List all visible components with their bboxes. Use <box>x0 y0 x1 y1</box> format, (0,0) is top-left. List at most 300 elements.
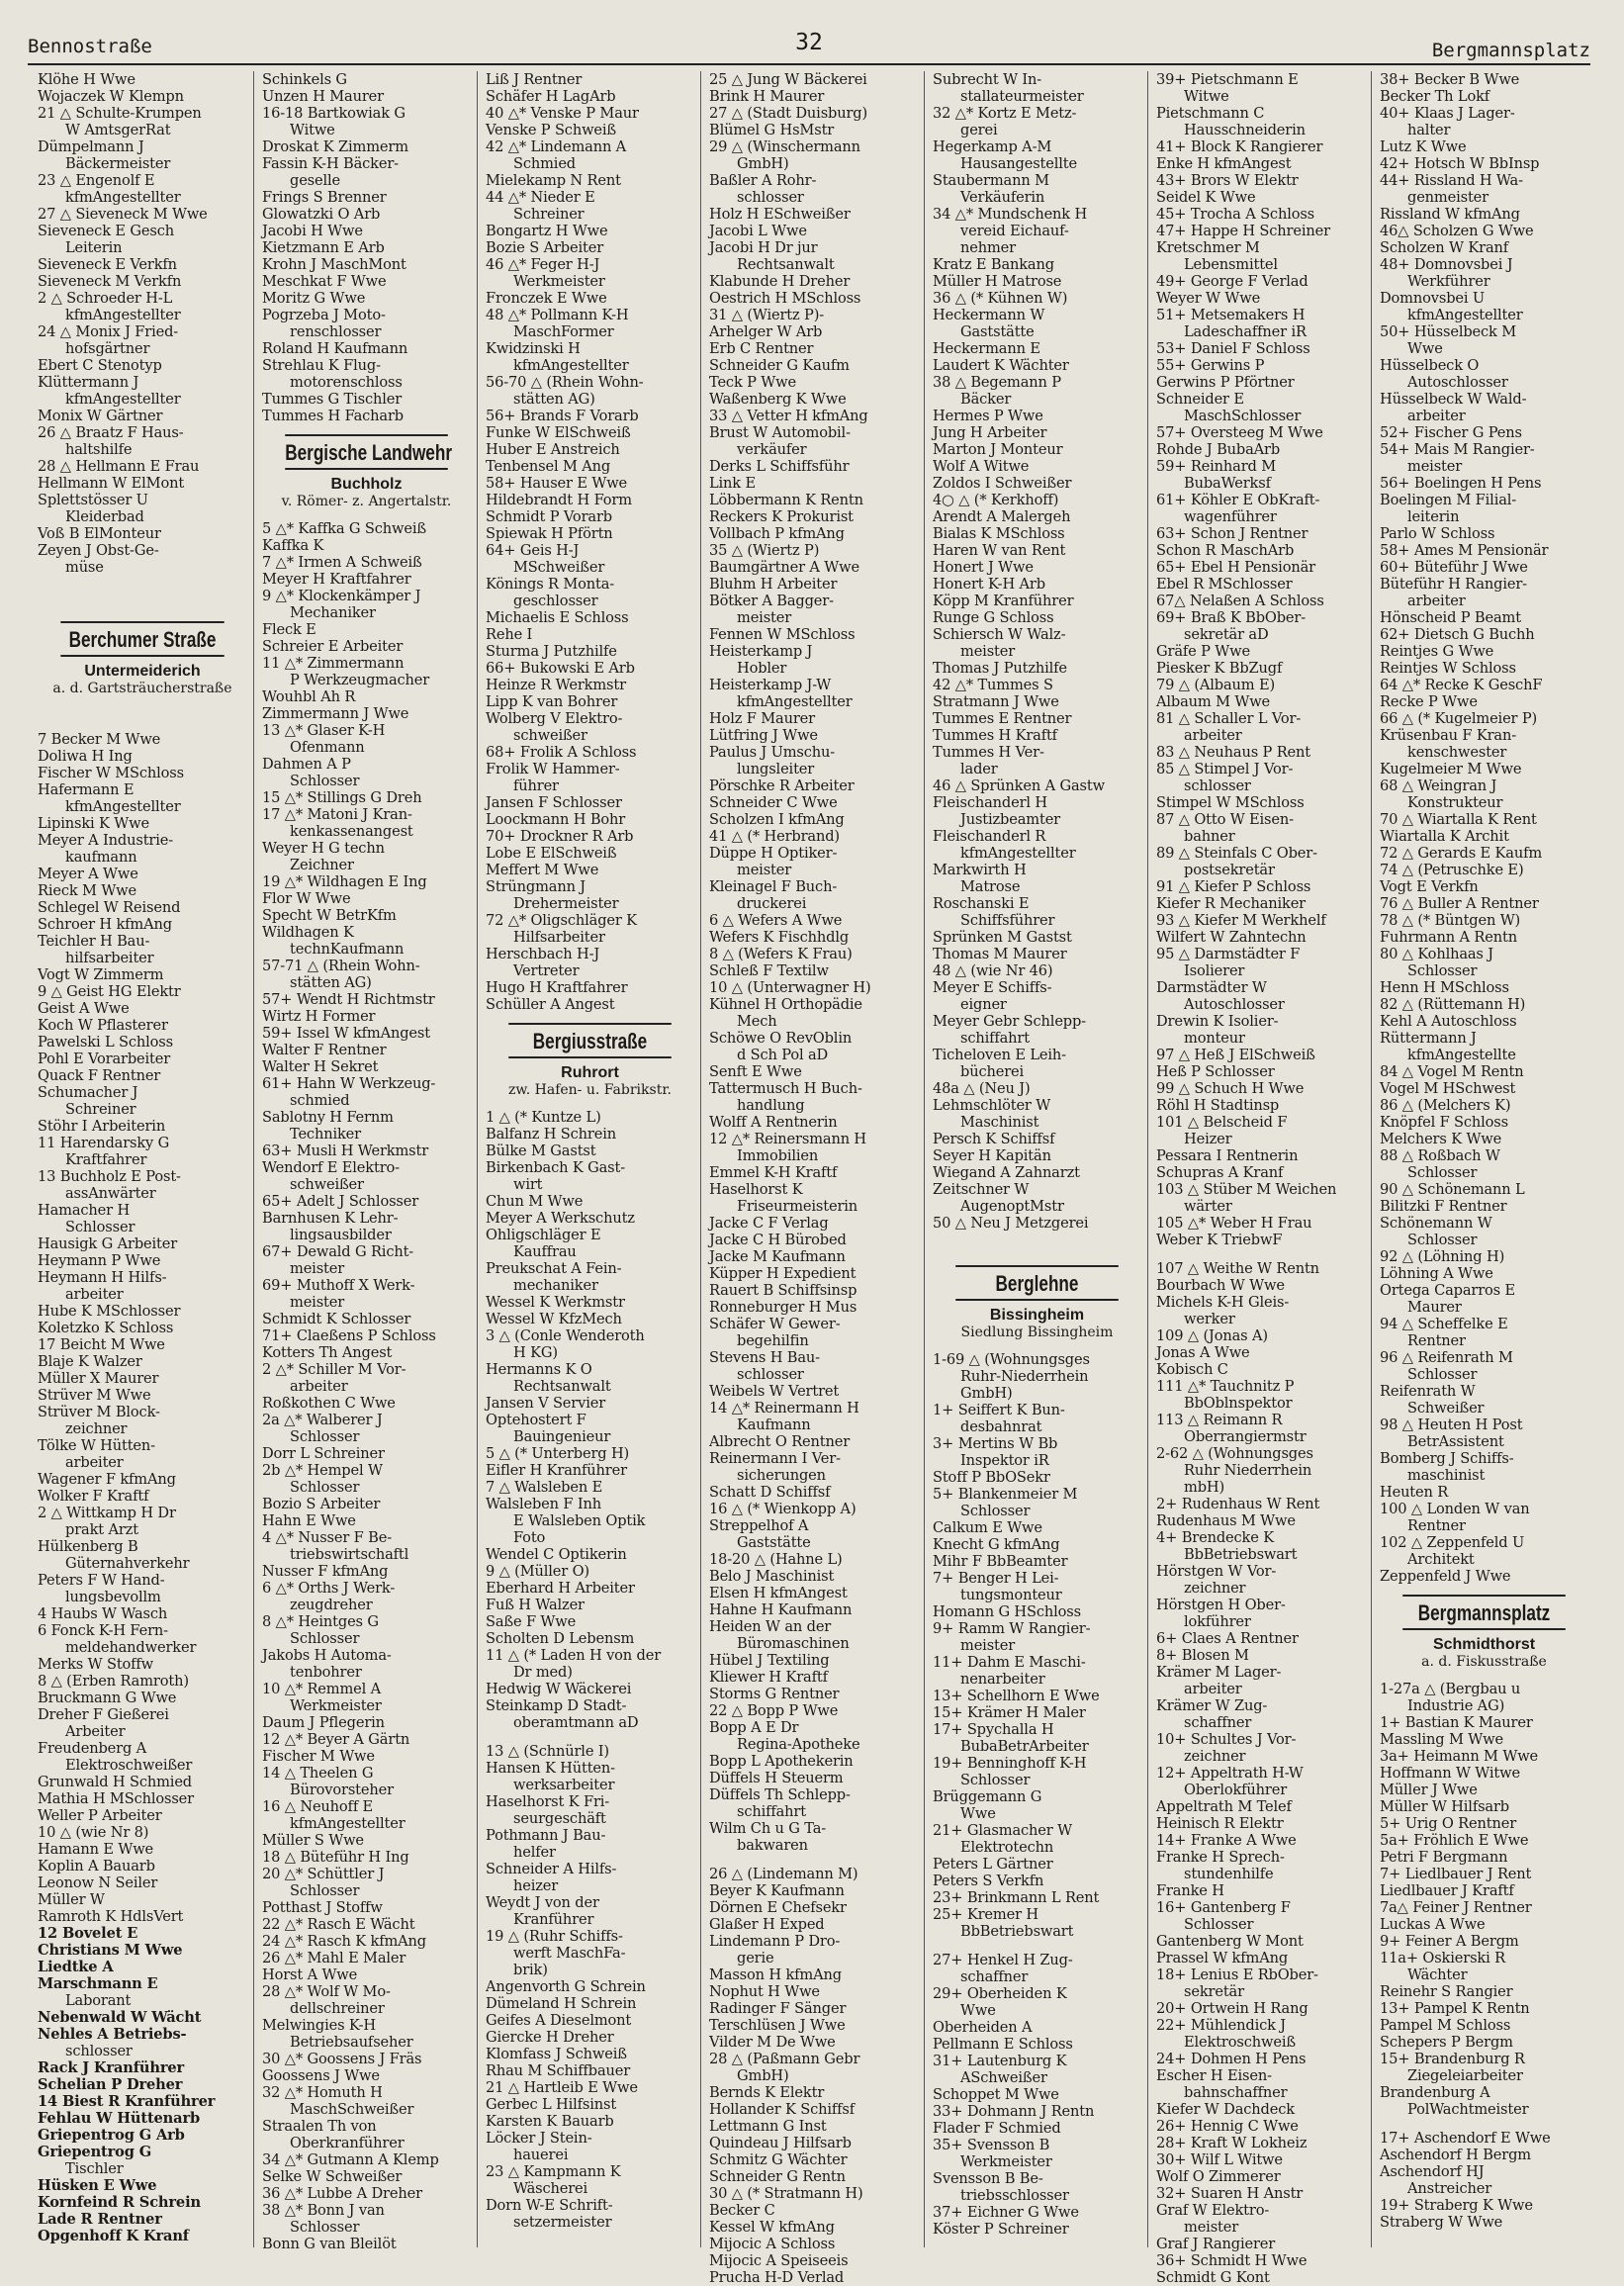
entry-continuation: d Sch Pol aD <box>737 1047 829 1063</box>
resident-entry: Flor W Wwe <box>262 890 351 907</box>
resident-entry: Lettmann G Inst <box>709 2118 827 2135</box>
entry-continuation: lader <box>960 761 998 777</box>
header-last-street: Bergmannsplatz <box>1431 40 1590 61</box>
resident-entry: Hörstgen W Vor- <box>1156 1563 1277 1580</box>
resident-entry: Hansen K Hütten- <box>486 1760 615 1777</box>
resident-entry: Teck P Wwe <box>709 374 796 391</box>
resident-entry: 2b △* Hempel W <box>262 1462 383 1479</box>
resident-entry: Hamacher H <box>38 1202 131 1219</box>
resident-entry: Peters S Verkfn <box>933 1873 1044 1889</box>
resident-entry: Lade R Rentner <box>38 2211 162 2228</box>
resident-entry: 7+ Benger H Lei- <box>933 1570 1059 1587</box>
resident-entry: Mijocic A Schloss <box>709 2236 836 2252</box>
entry-continuation: Immobilien <box>737 1147 819 1164</box>
resident-entry: 55+ Gerwins P <box>1156 357 1265 374</box>
entry-continuation: Schlosser <box>290 773 360 789</box>
street-heading <box>933 1265 1141 1301</box>
resident-entry: 3+ Mertins W Bb <box>933 1435 1058 1452</box>
entry-continuation: monteur <box>1184 1030 1245 1047</box>
entry-continuation: tungsmonteur <box>960 1587 1062 1603</box>
resident-entry: 19+ Benninghoff K-H <box>933 1755 1087 1772</box>
resident-entry: Monix W Gärtner <box>38 408 163 424</box>
resident-entry: Oberheiden A <box>933 2019 1033 2036</box>
entry-continuation: leiterin <box>1407 508 1460 525</box>
resident-entry: Michaelis E Schloss <box>486 609 629 626</box>
resident-entry: 23 △ Kampmann K <box>486 2163 621 2180</box>
resident-entry: Hube K MSchlosser <box>38 1303 181 1320</box>
resident-entry: 90 △ Schönemann L <box>1380 1181 1525 1198</box>
resident-entry: Ortega Caparros E <box>1380 1282 1516 1299</box>
entry-continuation: Hausangestellte <box>960 155 1077 172</box>
resident-entry: Hörstgen H Ober- <box>1156 1597 1286 1613</box>
resident-entry: Bernds K Elektr <box>709 2084 825 2101</box>
entry-continuation: schlosser <box>65 2043 133 2059</box>
resident-entry: Zeitschner W <box>933 1181 1030 1198</box>
district-name: Untermeiderich <box>84 663 201 680</box>
resident-entry: Reinermann I Ver- <box>709 1450 841 1467</box>
resident-entry: 61+ Hahn W Werkzeug- <box>262 1075 436 1092</box>
resident-entry: Meyer E Schiffs- <box>933 979 1052 996</box>
resident-entry: Weller P Arbeiter <box>38 1807 162 1824</box>
resident-entry: 36+ Schmidt H Wwe <box>1156 2252 1308 2269</box>
resident-entry: Tummes H Facharb <box>262 408 404 424</box>
resident-entry: Opgenhoff K Kranf <box>38 2228 189 2244</box>
entry-continuation: bakwaren <box>737 1837 808 1854</box>
resident-entry: Wojaczek W Klempn <box>38 88 184 105</box>
resident-entry: Fleck E <box>262 621 316 638</box>
resident-entry: Schönemann W <box>1380 1215 1492 1232</box>
resident-entry: 105 △* Weber H Frau <box>1156 1215 1312 1232</box>
resident-entry: 59+ Issel W kfmAngest <box>262 1025 430 1042</box>
resident-entry: 5+ Blankenmeier M <box>933 1486 1078 1503</box>
entry-continuation: brik) <box>513 1962 548 1978</box>
resident-entry: Saße F Wwe <box>486 1613 577 1630</box>
resident-entry: 56+ Boelingen H Pens <box>1380 475 1542 492</box>
resident-entry: Meyer A Industrie- <box>38 832 174 849</box>
resident-entry: Meyer A Wwe <box>38 866 138 882</box>
entry-continuation: Maschinist <box>960 1114 1039 1131</box>
resident-entry: Piesker K BbZugf <box>1156 660 1283 677</box>
resident-entry: 41 △ (* Herbrand) <box>709 828 840 845</box>
entry-continuation: Dr med) <box>513 1664 573 1681</box>
resident-entry: 68 △ Weingran J <box>1380 777 1497 794</box>
resident-entry: 3a+ Heimann M Wwe <box>1380 1748 1539 1765</box>
resident-entry: Lipp K van Bohrer <box>486 693 618 710</box>
resident-entry: 72 △* Oligschläger K <box>486 912 637 929</box>
resident-entry: Michels K-H Gleis- <box>1156 1294 1290 1311</box>
resident-entry: Nophut H Wwe <box>709 1983 820 2000</box>
entry-continuation: nehmer <box>960 239 1016 256</box>
resident-entry: Wessel K Werkmstr <box>486 1294 625 1311</box>
entry-continuation: Mechaniker <box>290 604 376 621</box>
resident-entry: Liedlbauer J Kraftf <box>1380 1882 1514 1899</box>
resident-entry: Geifes A Dieselmont <box>486 2012 632 2029</box>
resident-entry: Marton J Monteur <box>933 441 1063 458</box>
resident-entry: Rüttermann J <box>1380 1030 1477 1047</box>
resident-entry: 107 △ Weithe W Rentn <box>1156 1260 1319 1277</box>
resident-entry: 30 △ (* Stratmann H) <box>709 2185 863 2202</box>
entry-continuation: Wwe <box>960 2002 996 2019</box>
resident-entry: 51+ Metsemakers H <box>1156 307 1306 323</box>
resident-entry: Sturma J Putzhilfe <box>486 643 617 660</box>
resident-entry: 33+ Dohmann J Rentn <box>933 2103 1095 2120</box>
resident-entry: Weyer H G techn <box>262 840 385 857</box>
entry-continuation: Friseurmeisterin <box>737 1198 858 1215</box>
resident-entry: 23 △ Engenolf E <box>38 172 155 189</box>
resident-entry: Henn H MSchloss <box>1380 979 1509 996</box>
resident-entry: 66+ Bukowski E Arb <box>486 660 635 677</box>
resident-entry: Vilder M De Wwe <box>709 2034 836 2051</box>
entry-continuation: Foto <box>513 1529 546 1546</box>
resident-entry: 9+ Ramm W Rangier- <box>933 1620 1091 1637</box>
resident-entry: 24 △* Rasch K kfmAng <box>262 1933 426 1950</box>
resident-entry: 61+ Köhler E ObKraft- <box>1156 492 1320 508</box>
resident-entry: Beyer K Kaufmann <box>709 1882 845 1899</box>
resident-entry: Fuhrmann A Rentn <box>1380 929 1517 946</box>
resident-entry: Peters F W Hand- <box>38 1572 165 1589</box>
resident-entry: Fischer M Wwe <box>262 1748 375 1765</box>
resident-entry: Walter H Sekret <box>262 1058 379 1075</box>
entry-continuation: Werkmeister <box>960 2153 1052 2170</box>
resident-entry: 28 △ (Paßmann Gebr <box>709 2051 860 2067</box>
resident-entry: Koch W Pflasterer <box>38 1017 168 1034</box>
resident-entry: 12+ Appeltrath H-W <box>1156 1765 1304 1782</box>
resident-entry: Stevens H Bau- <box>709 1349 820 1366</box>
resident-entry: Dahmen A P <box>262 756 351 773</box>
resident-entry: 21 △ Schulte-Krumpen <box>38 105 202 122</box>
resident-entry: Enke H kfmAngest <box>1156 155 1292 172</box>
entry-continuation: kfmAngestellter <box>1407 307 1523 323</box>
resident-entry: Liß J Rentner <box>486 71 583 88</box>
resident-entry: Koletzko K Schloss <box>38 1320 174 1336</box>
resident-entry: Stoff P BbOSekr <box>933 1469 1050 1486</box>
resident-entry: Schneider E <box>1156 391 1244 408</box>
entry-continuation: genmeister <box>1407 189 1489 206</box>
entry-continuation: Schlosser <box>290 1630 360 1647</box>
resident-entry: 43+ Brors W Elektr <box>1156 172 1299 189</box>
entry-continuation: schmied <box>290 1092 350 1109</box>
resident-entry: Kotters Th Angest <box>262 1344 393 1361</box>
resident-entry: 57+ Wendt H Richtmstr <box>262 991 435 1008</box>
resident-entry: Jansen V Servier <box>486 1395 606 1412</box>
entry-continuation: meister <box>290 1260 345 1277</box>
resident-entry: Quindeau J Hilfsarb <box>709 2135 852 2151</box>
entry-continuation: MaschSchweißer <box>290 2101 414 2118</box>
resident-entry: Wilfert W Zahntechn <box>1156 929 1307 946</box>
resident-entry: 83 △ Neuhaus P Rent <box>1156 744 1310 761</box>
entry-continuation: W AmtsgerRat <box>65 122 171 138</box>
resident-entry: Müller W Hilfsarb <box>1380 1798 1509 1815</box>
entry-continuation: Industrie AG) <box>1407 1697 1505 1714</box>
resident-entry: Meschkat F Wwe <box>262 273 387 290</box>
resident-entry: Müller S Wwe <box>262 1832 364 1849</box>
resident-entry: Zoldos I Schweißer <box>933 475 1072 492</box>
resident-entry: Storms G Rentner <box>709 1686 840 1702</box>
entry-continuation: motorenschloss <box>290 374 403 391</box>
resident-entry: Wefers K Fischhdlg <box>709 929 850 946</box>
resident-entry: 71+ Claeßens P Schloss <box>262 1327 436 1344</box>
resident-entry: 9+ Feiner A Bergm <box>1380 1933 1519 1950</box>
resident-entry: 2 △* Schiller M Vor- <box>262 1361 406 1378</box>
resident-entry: Honert J Wwe <box>933 559 1034 576</box>
resident-entry: Albrecht O Rentner <box>709 1433 851 1450</box>
resident-entry: Darmstädter W <box>1156 979 1267 996</box>
entry-continuation: dellschreiner <box>290 2000 385 2017</box>
resident-entry: 23+ Brinkmann L Rent <box>933 1889 1100 1906</box>
resident-entry: Hermanns K O <box>486 1361 592 1378</box>
resident-entry: Sablotny H Fernm <box>262 1109 394 1126</box>
directory-column <box>253 71 477 2252</box>
street-name: Bergische Landwehr <box>285 434 448 470</box>
resident-entry: Waßenberg K Wwe <box>709 391 847 408</box>
resident-entry: 24+ Dohmen H Pens <box>1156 2051 1307 2067</box>
resident-entry: Rauert B Schiffsinsp <box>709 1282 857 1299</box>
resident-entry: Schiersch W Walz- <box>933 626 1066 643</box>
resident-entry: Kornfeind R Schrein <box>38 2194 201 2211</box>
resident-entry: Jacobi L Wwe <box>709 223 807 239</box>
resident-entry: 84 △ Vogel M Rentn <box>1380 1063 1524 1080</box>
street-name: Berglehne <box>955 1265 1119 1301</box>
resident-entry: Klomfass J Schweiß <box>486 2046 627 2062</box>
resident-entry: Jacke C F Verlag <box>709 1215 829 1232</box>
resident-entry: Kiefer R Mechaniker <box>1156 895 1307 912</box>
entry-continuation: Hobler <box>737 660 787 677</box>
resident-entry: Chun M Wwe <box>486 1193 584 1210</box>
resident-entry: 5 △ (* Unterberg H) <box>486 1445 630 1462</box>
entry-continuation: triebsschlosser <box>960 2187 1069 2204</box>
resident-entry: Lütfring J Wwe <box>709 727 818 744</box>
resident-entry: Frolik W Hammer- <box>486 761 620 777</box>
resident-entry: 14 △* Reinermann H <box>709 1400 859 1417</box>
resident-entry: 13 △ (Schnürle I) <box>486 1743 609 1760</box>
resident-entry: Schelian P Dreher <box>38 2076 183 2093</box>
resident-entry: Prassel W kfmAng <box>1156 1950 1289 1966</box>
resident-entry: 14 △ Theelen G <box>262 1765 374 1782</box>
resident-entry: Schüller A Angest <box>486 996 615 1013</box>
resident-entry: 16-18 Bartkowiak G <box>262 105 406 122</box>
header-first-street: Bennostraße <box>28 36 152 57</box>
resident-entry: 19 △* Wildhagen E Ing <box>262 873 427 890</box>
resident-entry: 7 △* Irmen A Schweiß <box>262 554 422 571</box>
entry-continuation: Rentner <box>1407 1332 1466 1349</box>
resident-entry: Schäfer W Gewer- <box>709 1316 841 1332</box>
resident-entry: 80 △ Kohlhaas J <box>1380 946 1493 962</box>
entry-continuation: schaffner <box>1184 1714 1252 1731</box>
resident-entry: 53+ Daniel F Schloss <box>1156 340 1310 357</box>
resident-entry: 52+ Fischer G Pens <box>1380 424 1522 441</box>
directory-columns <box>30 71 1594 2286</box>
resident-entry: Tummes H Ver- <box>933 744 1044 761</box>
resident-entry: Gerwins P Pförtner <box>1156 374 1295 391</box>
resident-entry: Arendt A Malergeh <box>933 508 1071 525</box>
resident-entry: 103 △ Stüber M Weichen <box>1156 1181 1337 1198</box>
resident-entry: 27 △ (Stadt Duisburg) <box>709 105 868 122</box>
resident-entry: Meyer H Kraftfahrer <box>262 571 411 588</box>
resident-entry: Liedtke A <box>38 1959 114 1975</box>
entry-continuation: Kauffrau <box>513 1243 577 1260</box>
resident-entry: 11 Harendarsky G <box>38 1135 170 1151</box>
resident-entry: Rhau M Schiffbauer <box>486 2062 631 2079</box>
resident-entry: Baumgärtner A Wwe <box>709 559 859 576</box>
street-heading <box>1380 1595 1588 1630</box>
resident-entry: Heckermann E <box>933 340 1040 357</box>
resident-entry: 58+ Hauser E Wwe <box>486 475 628 492</box>
resident-entry: Weydt J von der <box>486 1894 599 1911</box>
resident-entry: Kugelmeier M Wwe <box>1380 761 1522 777</box>
resident-entry: Schmidt P Vorarb <box>486 508 612 525</box>
resident-entry: Goossens J Wwe <box>262 2067 380 2084</box>
entry-continuation: müse <box>65 559 104 576</box>
entry-continuation: schweißer <box>290 1176 364 1193</box>
resident-entry: Schmidt K Schlosser <box>262 1311 411 1327</box>
entry-continuation: gerie <box>737 1950 774 1966</box>
resident-entry: Schinkels G <box>262 71 347 88</box>
resident-entry: 22+ Mühlendick J <box>1156 2017 1286 2034</box>
resident-entry: Wessel W KfzMech <box>486 1311 622 1327</box>
entry-continuation: meister <box>1184 2219 1239 2236</box>
entry-continuation: kfmAngestellter <box>65 798 181 815</box>
resident-entry: 56-70 △ (Rhein Wohn- <box>486 374 644 391</box>
resident-entry: Streppelhof A <box>709 1517 809 1534</box>
entry-continuation: Wäscherei <box>513 2180 588 2197</box>
resident-entry: 11 △ (* Laden H von der <box>486 1647 662 1664</box>
resident-entry: Glowatzki O Arb <box>262 206 381 223</box>
directory-column <box>477 71 700 2247</box>
entry-continuation: arbeiter <box>290 1378 348 1395</box>
resident-entry: 35+ Svensson B <box>933 2137 1050 2153</box>
resident-entry: 95 △ Darmstädter F <box>1156 946 1301 962</box>
resident-entry: Loockmann H Bohr <box>486 811 626 828</box>
resident-entry: 22 △* Rasch E Wächt <box>262 1916 415 1933</box>
resident-entry: Ebert C Stenotyp <box>38 357 162 374</box>
resident-entry: Schäfer H LagArb <box>486 88 616 105</box>
resident-entry: Doliwa H Ing <box>38 748 133 765</box>
resident-entry: Pawelski L Schloss <box>38 1034 173 1051</box>
entry-continuation: Werkmeister <box>290 1697 382 1714</box>
spacer <box>1380 2118 1588 2130</box>
resident-entry: 58+ Ames M Pensionär <box>1380 542 1549 559</box>
resident-entry: Haselhorst K Fri- <box>486 1793 610 1810</box>
resident-entry: Runge G Schloss <box>933 609 1054 626</box>
resident-entry: Krämer W Zug- <box>1156 1697 1268 1714</box>
resident-entry: 10+ Schultes J Vor- <box>1156 1731 1297 1748</box>
entry-continuation: lungsbevollm <box>65 1589 161 1605</box>
resident-entry: 50 △ Neu J Metzgerei <box>933 1215 1089 1232</box>
resident-entry: Heymann H Hilfs- <box>38 1269 167 1286</box>
resident-entry: Reckers K Prokurist <box>709 508 854 525</box>
resident-entry: Bülke M Gastst <box>486 1143 596 1159</box>
entry-continuation: stundenhilfe <box>1184 1866 1274 1882</box>
resident-entry: 74 △ (Petruschke E) <box>1380 862 1524 878</box>
entry-continuation: maschinist <box>1407 1467 1486 1484</box>
entry-continuation: GmbH) <box>960 1385 1013 1402</box>
entry-continuation: kenschwester <box>1407 744 1507 761</box>
resident-entry: 1-27a △ (Bergbau u <box>1380 1681 1521 1697</box>
street-name: Bergiusstraße <box>508 1023 672 1058</box>
resident-entry: 46△ Scholzen G Wwe <box>1380 223 1534 239</box>
spacer <box>933 1232 1141 1255</box>
entry-continuation: desbahnrat <box>960 1418 1042 1435</box>
resident-entry: Heinze R Werkmstr <box>486 677 626 693</box>
entry-continuation: Matrose <box>960 878 1021 895</box>
entry-continuation: kfmAngestellte <box>1407 1047 1516 1063</box>
resident-entry: Reinehr S Rangier <box>1380 1983 1513 2000</box>
resident-entry: Pogrzeba J Moto- <box>262 307 386 323</box>
entry-continuation: Autoschlosser <box>1407 374 1508 391</box>
header-rule <box>28 63 1590 65</box>
resident-entry: 16+ Gantenberg F <box>1156 1899 1291 1916</box>
resident-entry: 26 △ (Lindemann M) <box>709 1866 858 1882</box>
district-name: Buchholz <box>330 476 403 493</box>
resident-entry: Wildhagen K <box>262 924 354 941</box>
entry-continuation: begehilfin <box>737 1332 809 1349</box>
resident-entry: Krohn J MaschMont <box>262 256 406 273</box>
resident-entry: Brust W Automobil- <box>709 424 851 441</box>
resident-entry: 38 △* Bonn J van <box>262 2202 385 2219</box>
entry-continuation: Anstreicher <box>1407 2180 1492 2197</box>
resident-entry: Persch K Schiffsf <box>933 1131 1055 1147</box>
resident-entry: 11+ Dahm E Maschi- <box>933 1654 1086 1671</box>
resident-entry: Steinkamp D Stadt- <box>486 1697 627 1714</box>
entry-continuation: haltshilfe <box>65 441 133 458</box>
resident-entry: Heinisch R Elektr <box>1156 1815 1284 1832</box>
resident-entry: 26 △* Mahl E Maler <box>262 1950 406 1966</box>
resident-entry: Heckermann W <box>933 307 1045 323</box>
resident-entry: Hübel J Textiling <box>709 1652 830 1669</box>
resident-entry: Tummes E Rentner <box>933 710 1072 727</box>
resident-entry: Glaßer H Exped <box>709 1916 825 1933</box>
entry-continuation: Werkführer <box>1407 273 1490 290</box>
entry-continuation: helfer <box>513 1844 556 1861</box>
resident-entry: Hollander K Schiffsf <box>709 2101 856 2118</box>
resident-entry: Reintjes G Wwe <box>1380 643 1494 660</box>
resident-entry: 8 △* Heintges G <box>262 1613 379 1630</box>
resident-entry: Düffels Th Schlepp- <box>709 1786 851 1803</box>
resident-entry: Jacobi H Dr jur <box>709 239 818 256</box>
entry-continuation: geselle <box>290 172 341 189</box>
resident-entry: 97 △ Heß J ElSchweiß <box>1156 1047 1315 1063</box>
resident-entry: Splettstösser U <box>38 492 148 508</box>
resident-entry: Tölke W Hütten- <box>38 1437 155 1454</box>
resident-entry: Fassin K-H Bäcker- <box>262 155 399 172</box>
resident-entry: Derks L Schiffsführ <box>709 458 850 475</box>
resident-entry: 28+ Kraft W Lokheiz <box>1156 2135 1308 2151</box>
entry-continuation: Rechtsanwalt <box>737 256 835 273</box>
entry-continuation: Konstrukteur <box>1407 794 1503 811</box>
entry-continuation: Schiffsführer <box>960 912 1055 929</box>
entry-continuation: Lebensmittel <box>1184 256 1278 273</box>
resident-entry: 6+ Claes A Rentner <box>1156 1630 1299 1647</box>
entry-continuation: handlung <box>737 1097 805 1114</box>
resident-entry: Dreher F Gießerei <box>38 1706 169 1723</box>
resident-entry: Heisterkamp J-W <box>709 677 832 693</box>
resident-entry: Voß B ElMonteur <box>38 525 161 542</box>
resident-entry: 6 △ Wefers A Wwe <box>709 912 843 929</box>
entry-continuation: seurgeschäft <box>513 1810 606 1827</box>
resident-entry: 45+ Trocha A Schloss <box>1156 206 1315 223</box>
resident-entry: Schneider C Wwe <box>709 794 838 811</box>
entry-continuation: halter <box>1407 122 1451 138</box>
resident-entry: Rieck M Wwe <box>38 882 137 899</box>
entry-continuation: Vertreter <box>513 962 580 979</box>
entry-continuation: BbOblnspektor <box>1184 1395 1293 1412</box>
resident-entry: Venske P Schweiß <box>486 122 617 138</box>
spacer <box>38 707 247 731</box>
resident-entry: Erb C Rentner <box>709 340 814 357</box>
resident-entry: Gantenberg W Mont <box>1156 1933 1304 1950</box>
resident-entry: Frings S Brenner <box>262 189 387 206</box>
entry-continuation: Architekt <box>1407 1551 1475 1568</box>
